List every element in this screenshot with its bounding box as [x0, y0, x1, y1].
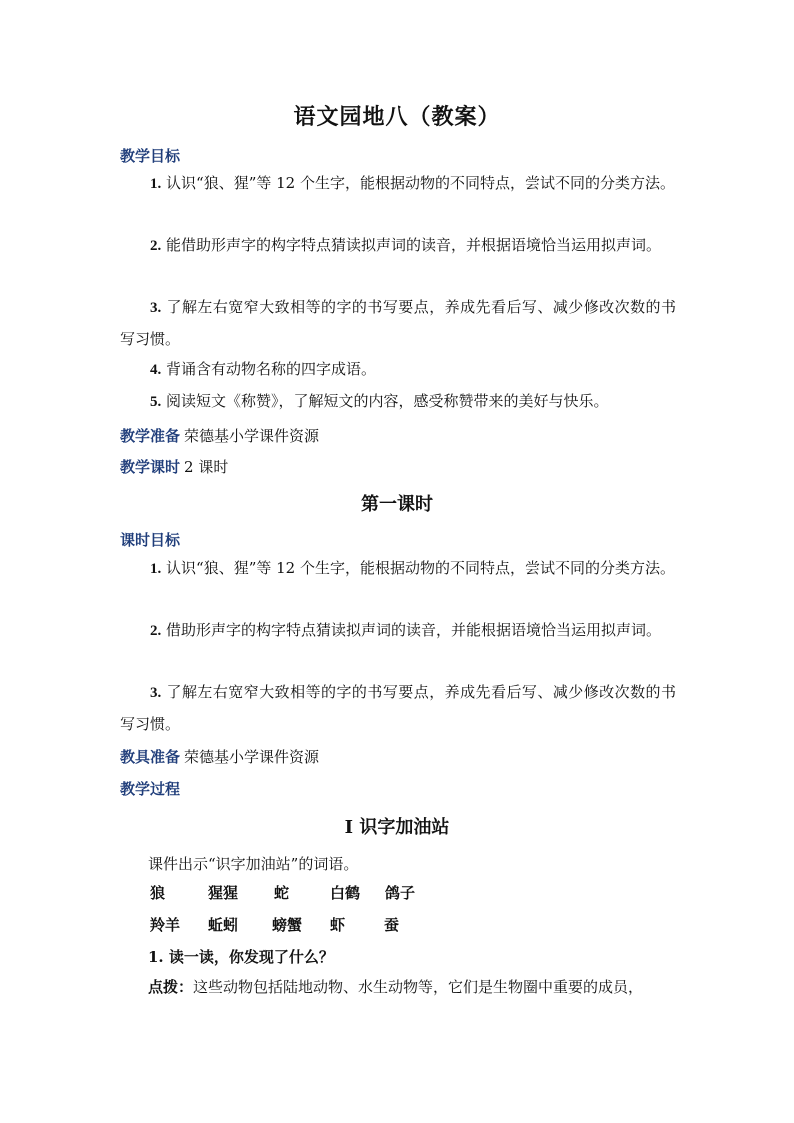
lesson-heading: 第一课时: [361, 494, 433, 515]
objective-text: 了解左右宽窄大致相等的字的书写要点，养成先看后写、减少修改次数的书写习惯。: [120, 683, 676, 733]
question-text: 1. 读一读，你发现了什么？: [148, 948, 334, 966]
animal-word: 蚯蚓: [208, 916, 239, 934]
animal-word: 鸽子: [385, 884, 416, 902]
part-intro: 课件出示“识字加油站”的词语。: [148, 855, 359, 873]
lesson-objective-item-2: [120, 615, 676, 647]
periods-value: 2 课时: [184, 458, 229, 476]
animal-word: 白鹤: [330, 884, 361, 902]
objective-text: 借助形声字的构字特点猜读拟声词的读音，并能根据语境恰当运用拟声词。: [166, 621, 662, 639]
objective-number: 1.: [150, 176, 162, 192]
document-title: 语文园地八（教案）: [293, 104, 501, 130]
objectives-heading: 教学目标: [120, 147, 181, 165]
tools-label: 教具准备: [120, 748, 181, 766]
objective-item-2: [120, 230, 676, 262]
lesson-objective-item-3: [120, 677, 676, 740]
objective-number: 3.: [150, 685, 162, 701]
process-heading: 教学过程: [120, 780, 181, 798]
objective-number: 5.: [150, 394, 162, 410]
objective-item-5: [120, 386, 676, 418]
animal-word: 羚羊: [150, 916, 181, 934]
preparation-value: 荣德基小学课件资源: [184, 427, 320, 445]
animal-word: 螃蟹: [272, 916, 303, 934]
preparation-row: [120, 425, 319, 446]
lesson-objective-item-1: [120, 553, 676, 585]
objective-number: 3.: [150, 300, 162, 316]
objective-number: 4.: [150, 362, 162, 378]
animal-word: 狼: [150, 884, 166, 902]
objective-text: 阅读短文《称赞》，了解短文的内容，感受称赞带来的美好与快乐。: [166, 392, 609, 410]
objective-number: 1.: [150, 561, 162, 577]
objective-item-3: [120, 292, 676, 355]
objective-text: 了解左右宽窄大致相等的字的书写要点，养成先看后写、减少修改次数的书写习惯。: [120, 298, 676, 348]
tools-value: 荣德基小学课件资源: [184, 748, 320, 766]
animal-word: 虾: [330, 916, 346, 934]
objective-number: 2.: [150, 238, 162, 254]
preparation-label: 教学准备: [120, 427, 181, 445]
objective-item-1: [120, 168, 676, 200]
objective-text: 背诵含有动物名称的四字成语。: [166, 360, 377, 378]
objective-text: 能借助形声字的构字特点猜读拟声词的读音，并根据语境恰当运用拟声词。: [166, 236, 662, 254]
tools-row: [120, 746, 319, 767]
animal-word: 蛇: [274, 884, 290, 902]
periods-label: 教学课时: [120, 458, 181, 476]
note-paragraph: [148, 976, 678, 997]
note-text: 这些动物包括陆地动物、水生动物等，它们是生物圈中重要的成员，: [193, 978, 644, 996]
animal-word: 蚕: [384, 916, 400, 934]
part-heading: Ⅰ 识字加油站: [344, 817, 450, 838]
animal-word: 猩猩: [208, 884, 239, 902]
objective-item-4: [120, 354, 676, 386]
lesson-objectives-heading: 课时目标: [120, 531, 181, 549]
objective-text: 认识“狼、猩”等 12 个生字，能根据动物的不同特点，尝试不同的分类方法。: [166, 559, 675, 577]
periods-row: [120, 456, 228, 477]
objective-text: 认识“狼、猩”等 12 个生字，能根据动物的不同特点，尝试不同的分类方法。: [166, 174, 675, 192]
note-label: 点拨：: [148, 978, 194, 996]
objective-number: 2.: [150, 623, 162, 639]
